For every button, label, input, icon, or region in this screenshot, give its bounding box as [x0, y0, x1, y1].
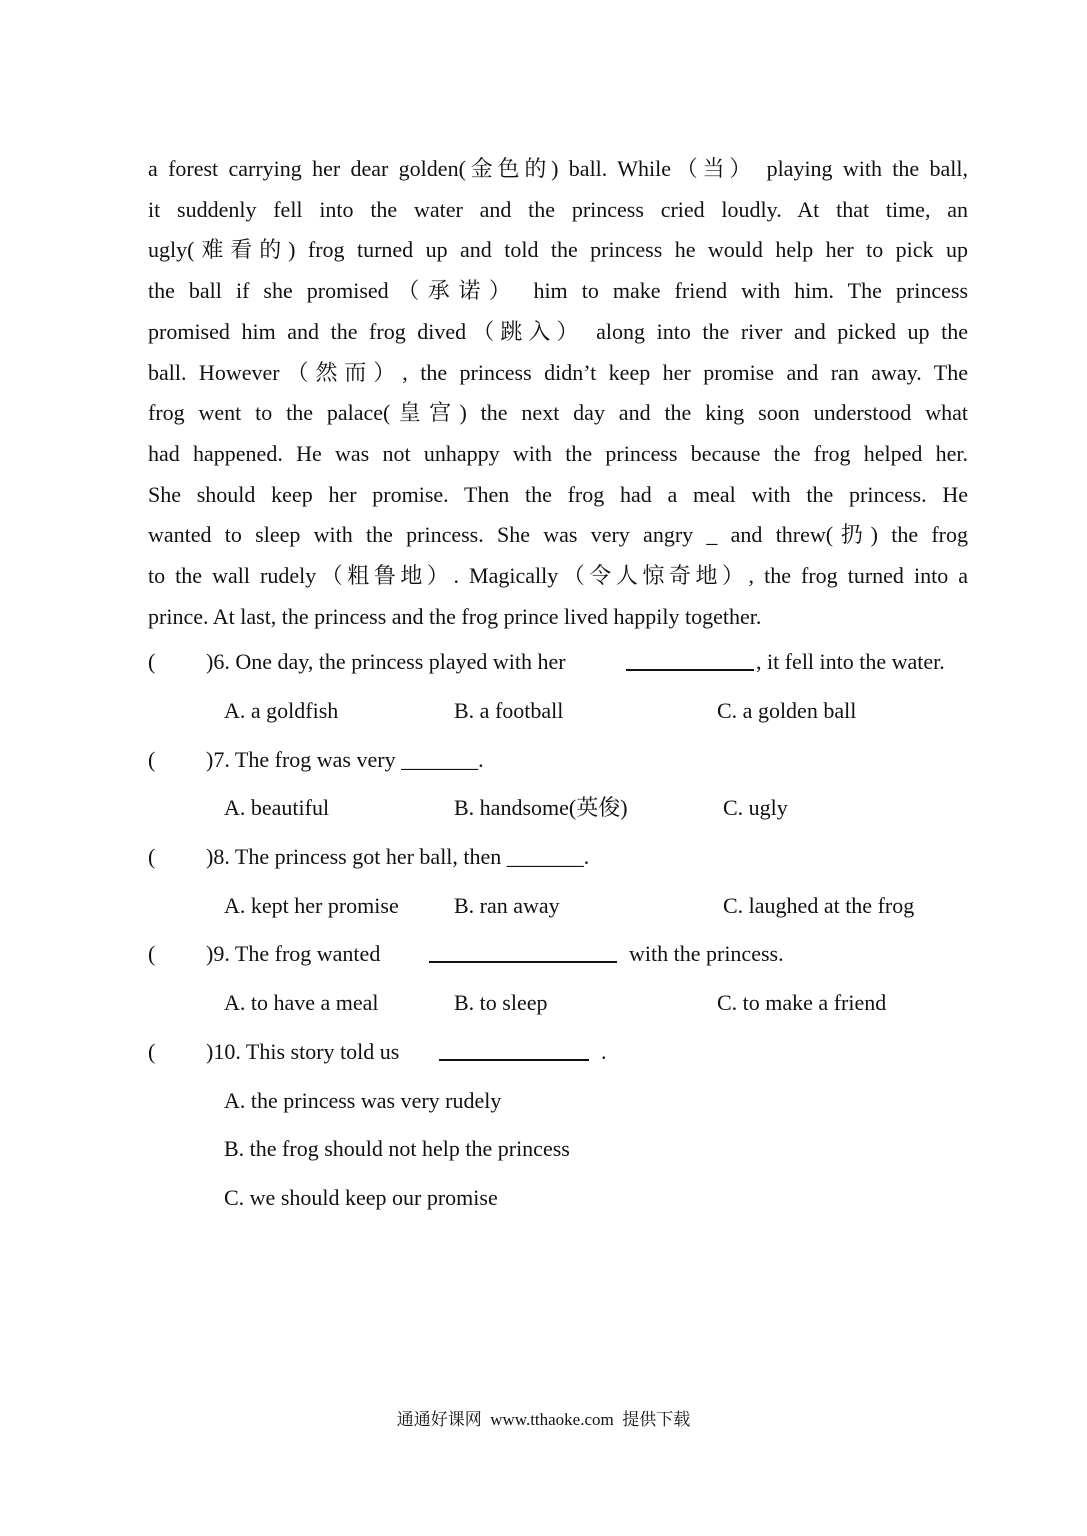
answer-paren[interactable]: ( — [148, 844, 156, 869]
option-b: B. a football — [454, 698, 564, 723]
question-6 — [148, 647, 978, 677]
question-stem-end: . — [601, 1039, 607, 1064]
question-stem: )10. This story told us — [206, 1039, 400, 1064]
passage-line: She should keep her promise. Then the frog had a meal with the princess. He — [148, 481, 968, 507]
option-c: C. laughed at the frog — [723, 893, 915, 918]
passage-line: to the wall rudely（粗鲁地）. Magically（令人惊奇地）, the frog turned into a — [148, 563, 968, 589]
question-10 — [148, 1037, 968, 1067]
options-9 — [148, 988, 968, 1018]
answer-paren[interactable]: ( — [148, 1039, 156, 1064]
options-8 — [148, 891, 968, 921]
question-7 — [148, 745, 968, 775]
passage-line: frog went to the palace(皇宫) the next day and the king soon understood what — [148, 400, 968, 426]
reading-passage — [148, 149, 968, 637]
option-c: C. ugly — [723, 795, 788, 820]
option-10-a — [148, 1086, 968, 1116]
option-c: C. to make a friend — [717, 990, 887, 1015]
option-a: A. beautiful — [224, 795, 330, 820]
option-10-b — [148, 1134, 968, 1164]
passage-line: prince. At last, the princess and the frog prince lived happily together. — [148, 603, 762, 629]
option-10-c — [148, 1183, 968, 1213]
page-footer: 通通好课网 www.tthaoke.com 提供下载 — [396, 1410, 691, 1429]
option-a: A. to have a meal — [224, 990, 379, 1015]
question-stem-end: , it fell into the water. — [756, 649, 945, 674]
passage-line: ugly(难看的) frog turned up and told the princess he would help her to pick up — [148, 237, 968, 263]
option-a: A. a goldfish — [224, 698, 339, 723]
option-b: B. to sleep — [454, 990, 548, 1015]
options-6 — [148, 696, 968, 726]
option-a: A. kept her promise — [224, 893, 399, 918]
answer-paren[interactable]: ( — [148, 941, 156, 966]
passage-line: it suddenly fell into the water and the princess cried loudly. At that time, an — [148, 196, 968, 222]
question-stem-end: with the princess. — [629, 941, 784, 966]
answer-blank[interactable] — [626, 647, 754, 671]
option-a: A. the princess was very rudely — [224, 1088, 502, 1113]
options-7 — [148, 793, 968, 823]
answer-blank[interactable] — [429, 939, 617, 963]
passage-line: wanted to sleep with the princess. She was very angry _ and threw(扔) the frog — [148, 522, 968, 548]
question-8 — [148, 842, 968, 872]
question-stem: )7. The frog was very _______. — [206, 747, 484, 772]
option-b: B. handsome(英俊) — [454, 795, 628, 820]
passage-line: a forest carrying her dear golden(金色的) ball. While（当） playing with the ball, — [148, 156, 968, 181]
option-b: B. the frog should not help the princess — [224, 1136, 570, 1161]
question-9 — [148, 939, 968, 969]
answer-paren[interactable]: ( — [148, 649, 156, 674]
question-stem: )9. The frog wanted — [206, 941, 381, 966]
answer-blank[interactable] — [439, 1037, 589, 1061]
passage-line: ball. However（然而）, the princess didn’t keep her promise and ran away. The — [148, 359, 968, 385]
passage-line: the ball if she promised（承诺） him to make friend with him. The princess — [148, 278, 968, 304]
answer-paren[interactable]: ( — [148, 747, 156, 772]
option-b: B. ran away — [454, 893, 560, 918]
option-c: C. a golden ball — [717, 698, 857, 723]
question-stem: )8. The princess got her ball, then _______. — [206, 844, 590, 869]
passage-line: promised him and the frog dived（跳入） along into the river and picked up the — [148, 318, 968, 344]
passage-line: had happened. He was not unhappy with the princess because the frog helped her. — [148, 440, 968, 466]
option-c: C. we should keep our promise — [224, 1185, 498, 1210]
question-stem: )6. One day, the princess played with her — [206, 649, 566, 674]
